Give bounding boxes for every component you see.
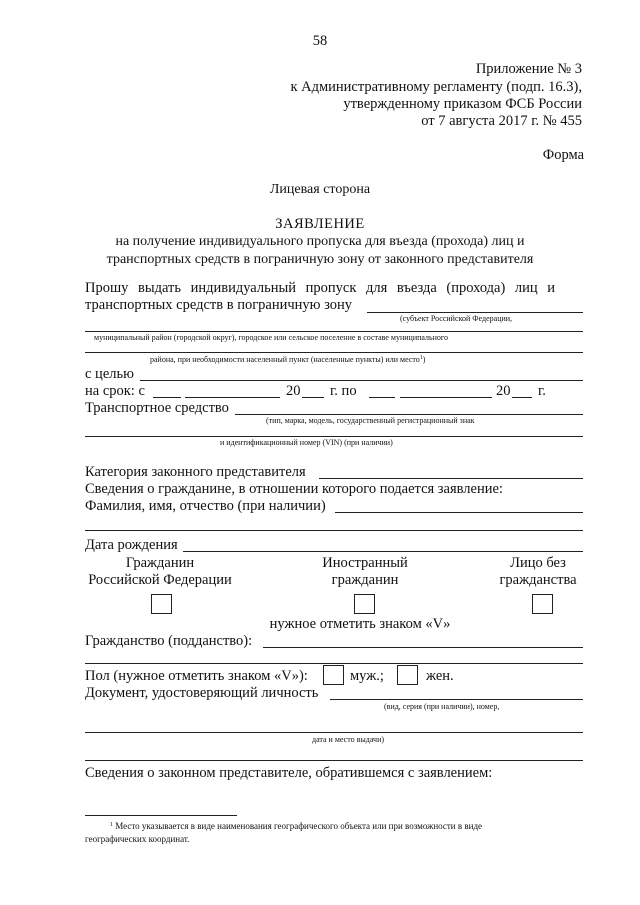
- identity-doc-label: Документ, удостоверяющий личность: [85, 685, 319, 701]
- checkbox-rf-citizen[interactable]: [151, 594, 172, 614]
- checkbox-foreign-citizen[interactable]: [354, 594, 375, 614]
- header-line-1: Приложение № 3: [475, 61, 582, 77]
- hint-doc-1: (вид, серия (при наличии), номер,: [384, 702, 500, 711]
- side-label: Лицевая сторона: [269, 182, 371, 197]
- page-number: 58: [312, 33, 328, 49]
- citizenship-label: Гражданство (подданство):: [85, 633, 253, 649]
- form-label: Форма: [542, 147, 584, 163]
- footnote-line-2: географических координат.: [85, 834, 190, 844]
- hint-vehicle-1: (тип, марка, модель, государственный регистрационный знак: [266, 416, 475, 425]
- vehicle-field-line-2[interactable]: [85, 436, 583, 437]
- identity-doc-field-line[interactable]: [330, 699, 583, 700]
- hint-municipal-2: района, при необходимости населенный пункт (населенные пункты) или место$^1$): [150, 355, 426, 364]
- vehicle-field-line[interactable]: [235, 414, 583, 415]
- document-title: ЗАЯВЛЕНИЕ: [275, 216, 365, 232]
- option-foreign-line-2: гражданин: [331, 572, 399, 588]
- term-month-to[interactable]: [400, 397, 492, 398]
- birth-date-label: Дата рождения: [85, 537, 178, 553]
- term-label: на срок: с: [85, 383, 145, 399]
- term-year-prefix-to: 20: [496, 383, 511, 399]
- subtitle-line-2: транспортных средств в пограничную зону от законного представителя: [106, 252, 534, 267]
- sex-female-label: жен.: [426, 668, 454, 684]
- header-line-2: к Административному регламенту (подп. 16.3),: [290, 79, 582, 95]
- option-rf-line-1: Гражданин: [125, 555, 195, 571]
- term-year-prefix-from: 20: [286, 383, 301, 399]
- option-foreign-line-1: Иностранный: [322, 555, 408, 571]
- citizenship-field-line-2[interactable]: [85, 663, 583, 664]
- citizen-info-label: Сведения о гражданине, в отношении которого подается заявление:: [85, 481, 503, 497]
- header-line-3: утвержденному приказом ФСБ России: [343, 96, 582, 112]
- municipal-field-line[interactable]: [85, 331, 583, 332]
- identity-doc-field-line-2[interactable]: [85, 732, 583, 733]
- sex-label: Пол (нужное отметить знаком «V»):: [85, 668, 308, 684]
- vehicle-label: Транспортное средство: [85, 400, 229, 416]
- term-day-from[interactable]: [153, 397, 181, 398]
- subtitle-line-1: на получение индивидуального пропуска для въезда (прохода) лиц и: [115, 234, 525, 249]
- rep-category-field-line[interactable]: [319, 478, 583, 479]
- fio-label: Фамилия, имя, отчество (при наличии): [85, 498, 326, 514]
- identity-doc-field-line-3[interactable]: [85, 760, 583, 761]
- citizenship-field-line[interactable]: [263, 647, 583, 648]
- footnote-ref: 1: [419, 355, 423, 361]
- rep-category-label: Категория законного представителя: [85, 464, 306, 480]
- term-g: г.: [538, 383, 546, 399]
- option-stateless-line-1: Лицо без: [510, 555, 566, 571]
- header-line-4: от 7 августа 2017 г. № 455: [421, 113, 582, 129]
- checkbox-female[interactable]: [397, 665, 418, 685]
- rep-info-label: Сведения о законном представителе, обратившемся с заявлением:: [85, 765, 493, 781]
- footnote-mark: 1: [110, 822, 113, 828]
- request-line-1: Прошу выдать индивидуальный пропуск для въезда (прохода) лиц и: [85, 280, 556, 296]
- option-rf-line-2: Российской Федерации: [88, 572, 232, 588]
- birth-date-field-line[interactable]: [183, 551, 583, 552]
- hint-municipal-1: муниципальный район (городской округ), городское или сельское поселение в составе муниципального: [94, 333, 449, 342]
- mark-note: нужное отметить знаком «V»: [269, 616, 451, 632]
- option-stateless-line-2: гражданства: [499, 572, 577, 588]
- term-g-po: г. по: [330, 383, 357, 399]
- subject-field-line[interactable]: [367, 312, 583, 313]
- hint-doc-2: дата и место выдачи): [312, 735, 385, 744]
- hint-subject: (субъект Российской Федерации,: [400, 314, 513, 323]
- term-year-from[interactable]: [302, 397, 324, 398]
- term-month-from[interactable]: [185, 397, 280, 398]
- footnote-separator: [85, 815, 237, 816]
- municipal-field-line-2[interactable]: [85, 352, 583, 353]
- request-line-2: транспортных средств в пограничную зону: [85, 297, 353, 313]
- checkbox-stateless[interactable]: [532, 594, 553, 614]
- footnote-line-1: $^1$ Место указывается в виде наименования географического объекта или при возможности в виде: [110, 821, 483, 831]
- term-day-to[interactable]: [369, 397, 395, 398]
- checkbox-male[interactable]: [323, 665, 344, 685]
- term-year-to[interactable]: [512, 397, 532, 398]
- fio-field-line[interactable]: [335, 512, 583, 513]
- sex-male-label: муж.;: [350, 668, 384, 684]
- fio-field-line-2[interactable]: [85, 530, 583, 531]
- purpose-field-line[interactable]: [140, 380, 583, 381]
- purpose-label: с целью: [85, 366, 134, 382]
- hint-vehicle-2: и идентификационный номер (VIN) (при наличии): [220, 438, 393, 447]
